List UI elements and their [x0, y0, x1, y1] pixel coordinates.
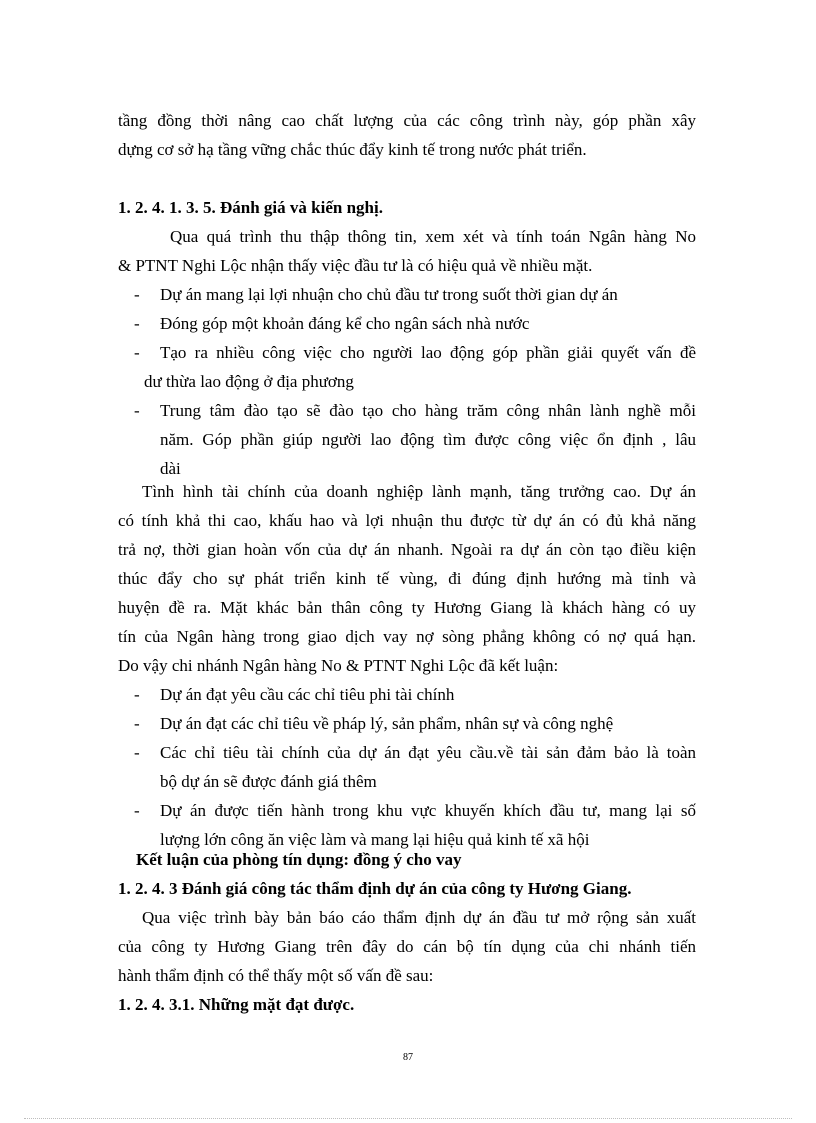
text-line: Qua quá trình thu thập thông tin, xem xét và tính toán Ngân hàng No: [170, 227, 696, 246]
bullet-dash: -: [134, 285, 140, 304]
list-item-continuation: bộ dự án sẽ được đánh giá thêm: [160, 772, 377, 791]
intro-paragraph: [118, 106, 696, 164]
bullet-dash: -: [134, 401, 140, 420]
section-heading-1-2-4-1-3-5: [118, 193, 696, 222]
benefits-list: [118, 280, 696, 483]
bullet-dash: -: [134, 801, 140, 820]
bullet-dash: -: [134, 714, 140, 733]
text-line: & PTNT Nghi Lộc nhận thấy việc đầu tư là có hiệu quả về nhiều mặt.: [118, 256, 593, 275]
text-line: trả nợ, thời gian hoàn vốn của dự án nhanh. Ngoài ra dự án còn tạo điều kiện: [118, 540, 696, 559]
list-item: - Các chỉ tiêu tài chính của dự án đạt yêu cầu.về tài sản đảm bảo là toàn: [118, 738, 696, 767]
list-item: - Dự án được tiến hành trong khu vực khuyến khích đầu tư, mang lại số: [118, 796, 696, 825]
text-line: huyện đề ra. Mặt khác bản thân công ty Hương Giang là khách hàng có uy: [118, 598, 696, 617]
text-line: thúc đẩy cho sự phát triển kinh tế vùng, đi đúng định hướng mà tỉnh và: [118, 569, 696, 588]
paragraph-assessment: [118, 222, 696, 280]
conclusion-text: Kết luận của phòng tín dụng: đồng ý cho vay: [136, 850, 462, 869]
credit-department-conclusion: [118, 845, 696, 874]
text-line: tầng đồng thời nâng cao chất lượng của các công trình này, góp phần xây: [118, 111, 696, 130]
page-number: 87: [403, 1052, 413, 1063]
bullet-dash: -: [134, 314, 140, 333]
text-line: có tính khả thi cao, khấu hao và lợi nhuận thu được từ dự án có đủ khả năng: [118, 511, 696, 530]
section-heading-1-2-4-3: [118, 874, 696, 903]
section-heading-1-2-4-3-1: [118, 990, 696, 1019]
paragraph-financial: [118, 477, 696, 680]
bullet-dash: -: [134, 343, 140, 362]
text-line: tín của Ngân hàng trong giao dịch vay nợ sòng phẳng không có nợ quá hạn.: [118, 627, 696, 646]
bullet-dash: -: [134, 743, 140, 762]
list-item: - Dự án mang lại lợi nhuận cho chủ đầu tư trong suốt thời gian dự án: [118, 280, 696, 309]
text-line: của công ty Hương Giang trên đây do cán bộ tín dụng của chi nhánh tiến: [118, 937, 696, 956]
text-line: Tình hình tài chính của doanh nghiệp lành mạnh, tăng trưởng cao. Dự án: [142, 482, 696, 501]
list-item: - Trung tâm đào tạo sẽ đào tạo cho hàng trăm công nhân lành nghề mỗi: [118, 396, 696, 425]
list-item-continuation: lượng lớn công ăn việc làm và mang lại hiệu quả kinh tế xã hội: [160, 830, 590, 849]
list-item-continuation: năm. Góp phần giúp người lao động tìm được công việc ổn định , lâu: [160, 430, 696, 449]
paragraph-evaluation: [118, 903, 696, 990]
conclusions-list: [118, 680, 696, 854]
text-line: dựng cơ sở hạ tầng vững chắc thúc đẩy kinh tế trong nước phát triển.: [118, 140, 587, 159]
list-item: - Dự án đạt các chỉ tiêu về pháp lý, sản phẩm, nhân sự và công nghệ: [118, 709, 696, 738]
heading-text: 1. 2. 4. 3.1. Những mặt đạt được.: [118, 995, 355, 1014]
text-line: hành thẩm định có thể thấy một số vấn đề sau:: [118, 966, 434, 985]
bullet-dash: -: [134, 685, 140, 704]
list-item-continuation: dài: [160, 459, 181, 478]
heading-text: 1. 2. 4. 3 Đánh giá công tác thẩm định dự án của công ty Hương Giang.: [118, 879, 632, 898]
list-item-continuation: dư thừa lao động ở địa phương: [144, 372, 354, 391]
page-edge-divider: [24, 1118, 792, 1119]
text-line: Qua việc trình bày bản báo cáo thẩm định dự án đầu tư mở rộng sản xuất: [142, 908, 696, 927]
list-item: - Tạo ra nhiều công việc cho người lao động góp phần giải quyết vấn đề: [118, 338, 696, 367]
list-item: - Đóng góp một khoản đáng kể cho ngân sách nhà nước: [118, 309, 696, 338]
list-item: - Dự án đạt yêu cầu các chỉ tiêu phi tài chính: [118, 680, 696, 709]
text-line: Do vậy chi nhánh Ngân hàng No & PTNT Nghi Lộc đã kết luận:: [118, 656, 559, 675]
heading-text: 1. 2. 4. 1. 3. 5. Đánh giá và kiến nghị.: [118, 198, 383, 217]
